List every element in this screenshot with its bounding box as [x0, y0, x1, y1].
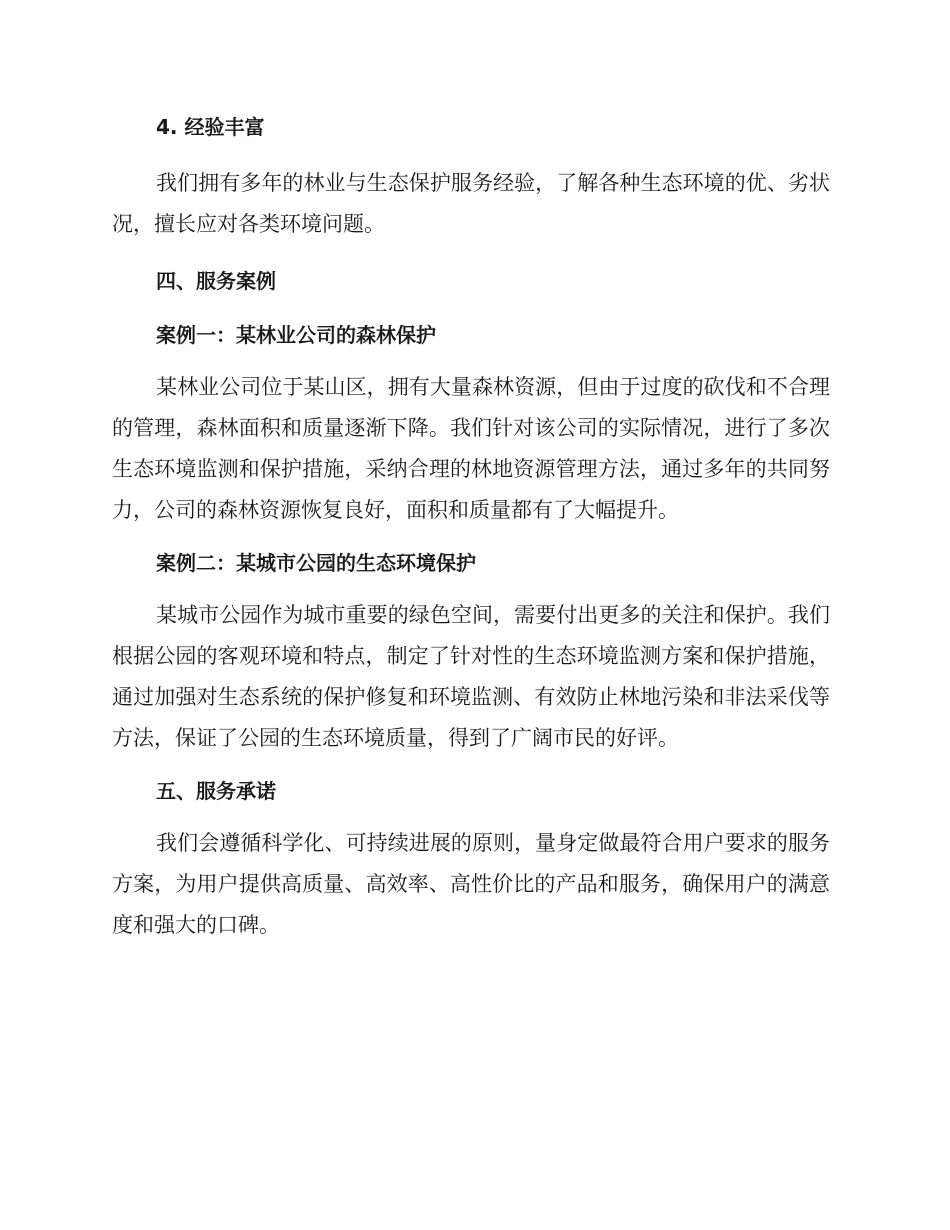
section-heading-experience: 4. 经验丰富	[156, 115, 265, 139]
paragraph-case-city-park: 某城市公园作为城市重要的绿色空间，需要付出更多的关注和保护。我们根据公园的客观环境和特点，制定了针对性的生态环境监测方案和保护措施，通过加强对生态系统的保护修复和环境监测、有效防止林地污染和非法采伐等方法，保证了公园的生态环境质量，得到了广阔市民的好评。	[112, 603, 830, 750]
paragraph-service-commitment: 我们会遵循科学化、可持续进展的原则，量身定做最符合用户要求的服务方案，为用户提供高质量、高效率、高性价比的产品和服务，确保用户的满意度和强大的口碑。	[112, 831, 830, 937]
case-heading-forestry-company: 案例一：某林业公司的森林保护	[156, 323, 436, 347]
paragraph-case-forestry-company: 某林业公司位于某山区，拥有大量森林资源，但由于过度的砍伐和不合理的管理，森林面积和质量逐渐下降。我们针对该公司的实际情况，进行了多次生态环境监测和保护措施，采纳合理的林地资源管理方法，通过多年的共同努力，公司的森林资源恢复良好，面积和质量都有了大幅提升。	[112, 375, 830, 522]
section-heading-service-commitment: 五、服务承诺	[156, 779, 276, 803]
paragraph-experience: 我们拥有多年的林业与生态保护服务经验，了解各种生态环境的优、劣状况，擅长应对各类环境问题。	[112, 171, 830, 236]
section-heading-service-cases: 四、服务案例	[156, 269, 276, 293]
document-body	[112, 112, 830, 946]
case-heading-city-park: 案例二：某城市公园的生态环境保护	[156, 551, 476, 575]
